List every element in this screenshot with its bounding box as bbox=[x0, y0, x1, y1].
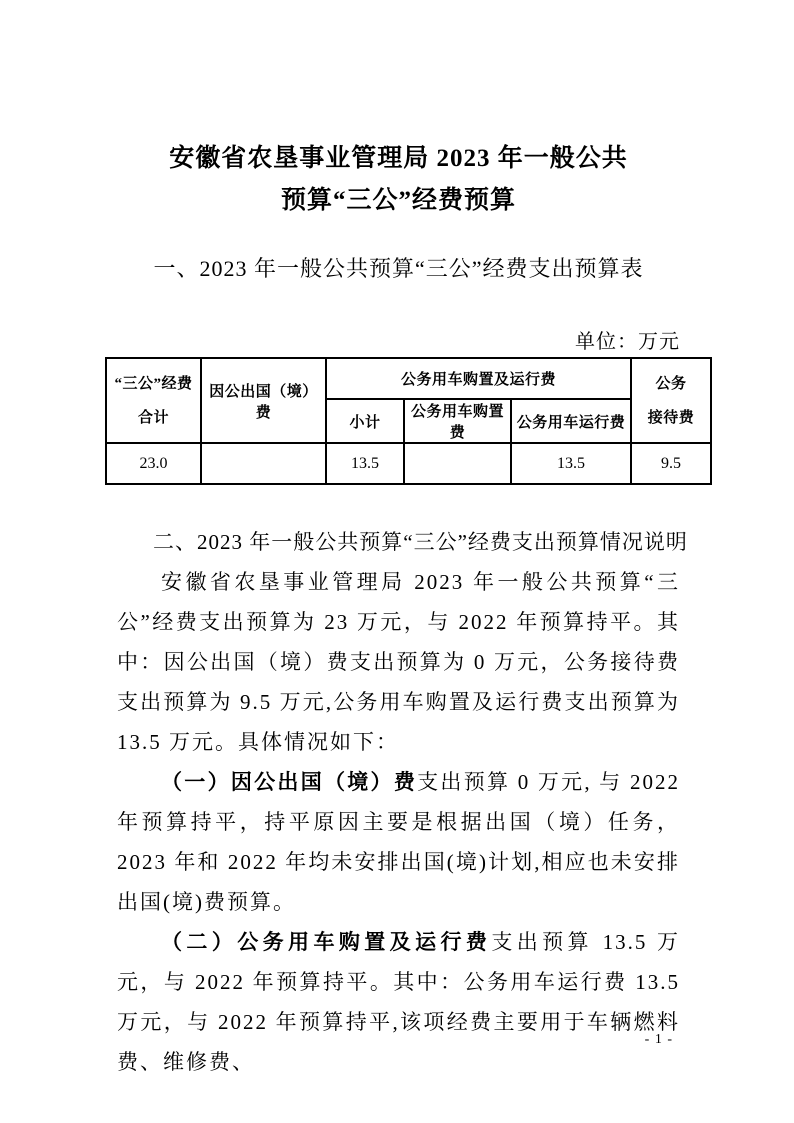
cell-subtotal: 13.5 bbox=[326, 443, 404, 484]
paragraph-abroad-lead: （一）因公出国（境）费 bbox=[161, 770, 418, 794]
paragraph-overview bbox=[117, 562, 680, 762]
cell-reception: 9.5 bbox=[631, 443, 711, 484]
col-header-operation: 公务用车运行费 bbox=[511, 399, 631, 443]
cell-purchase bbox=[404, 443, 511, 484]
col-header-reception-line2: 接待费 bbox=[647, 409, 695, 426]
section2-heading: 二、2023 年一般公共预算“三公”经费支出预算情况说明 bbox=[153, 530, 688, 554]
page-number: - 1 - bbox=[644, 1032, 673, 1047]
table-unit-note: 单位：万元 bbox=[575, 331, 680, 353]
col-header-subtotal: 小计 bbox=[326, 399, 404, 443]
document-title-line2: 预算“三公”经费预算 bbox=[280, 187, 516, 214]
col-header-vehicle-group: 公务用车购置及运行费 bbox=[326, 358, 631, 399]
col-header-sangong-line1: “三公”经费 bbox=[114, 375, 193, 392]
cell-abroad bbox=[201, 443, 326, 484]
col-header-sangong-total bbox=[106, 358, 201, 443]
col-header-purchase: 公务用车购置费 bbox=[404, 399, 511, 443]
section1-heading: 一、2023 年一般公共预算“三公”经费支出预算表 bbox=[153, 256, 644, 281]
cell-operation: 13.5 bbox=[511, 443, 631, 484]
document-title bbox=[117, 138, 680, 222]
paragraph-vehicle-text: 支出预算 13.5 万元，与 2022 年预算持平。其中：公务用车运行费 13.5 万元，与 2022 年预算持平,该项经费主要用于车辆燃料费、维修费、 bbox=[117, 930, 681, 1074]
col-header-reception-line1: 公务 bbox=[655, 375, 687, 392]
col-header-abroad: 因公出国（境）费 bbox=[201, 358, 326, 443]
table-header-row-1 bbox=[106, 358, 711, 399]
table-data-row bbox=[106, 443, 711, 484]
document-content bbox=[0, 138, 794, 1082]
paragraph-abroad-text: 支出预算 0 万元, 与 2022 年预算持平，持平原因主要是根据出国（境）任务，2023 年和 2022 年均未安排出国(境)计划,相应也未安排出国(境)费预算。 bbox=[117, 770, 680, 914]
cell-sangong-total: 23.0 bbox=[106, 443, 201, 484]
col-header-reception bbox=[631, 358, 711, 443]
paragraph-abroad-expense bbox=[117, 762, 680, 922]
budget-table bbox=[105, 357, 712, 485]
paragraph-vehicle-lead: （二）公务用车购置及运行费 bbox=[161, 930, 492, 954]
paragraph-vehicle-expense bbox=[117, 922, 680, 1082]
paragraph-overview-text: 安徽省农垦事业管理局 2023 年一般公共预算“三公”经费支出预算为 23 万元，与 2022 年预算持平。其中：因公出国（境）费支出预算为 0 万元，公务接待费支出预算为 9.5 万元,公务用车购置及运行费支出预算为 13.5 万元。具体情况如下： bbox=[117, 570, 680, 754]
col-header-sangong-line2: 合计 bbox=[137, 409, 169, 426]
document-title-line1: 安徽省农垦事业管理局 2023 年一般公共 bbox=[169, 145, 628, 172]
